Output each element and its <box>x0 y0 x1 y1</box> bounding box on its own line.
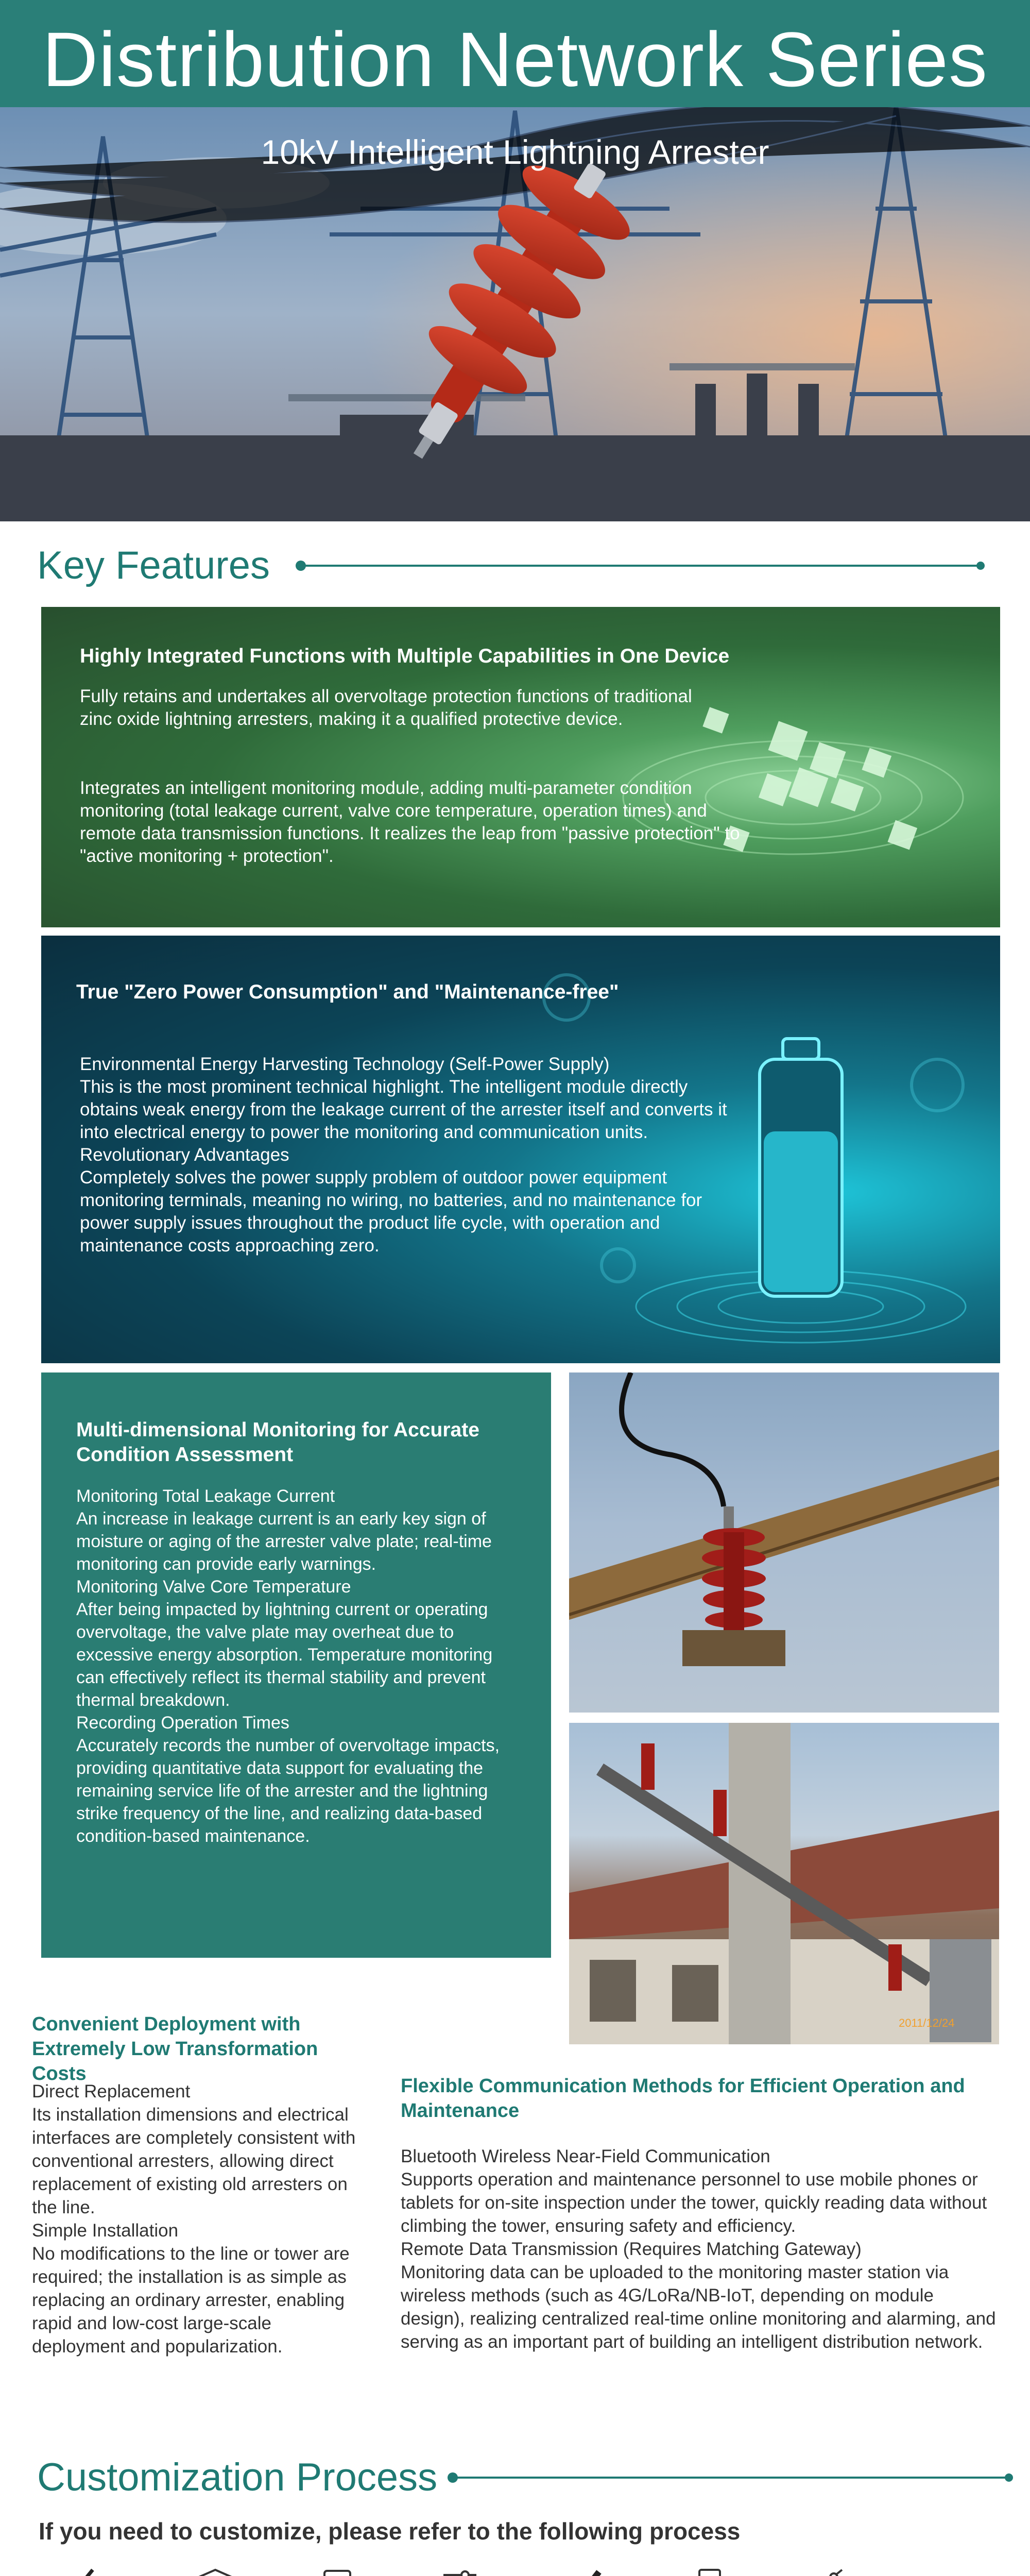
step-feedback <box>286 2566 389 2576</box>
deployment-title: Convenient Deployment with Extremely Low Transformation Costs <box>32 2013 318 2084</box>
communication-title: Flexible Communication Methods for Efficient Operation and Maintenance <box>401 2075 965 2122</box>
pen-list-icon <box>72 2566 113 2576</box>
robot-arm-icon <box>806 2566 847 2576</box>
feature-panel-zero-power <box>41 936 1000 1363</box>
step-shipment <box>899 2566 1002 2576</box>
feature-panel-integrated <box>41 607 1000 927</box>
step-adjustment <box>408 2566 511 2576</box>
key-features-heading <box>37 543 981 588</box>
step-production <box>775 2566 878 2576</box>
panel-paragraph: Integrates an intelligent monitoring module, adding multi-parameter condition monitoring (total leakage current, valve core temperature, operation times) and remote data transmission functions. It realizes the leap from "passive protection" to "active monitoring + protection". <box>80 778 740 866</box>
step-confirmation <box>531 2566 634 2576</box>
feature-panel-monitoring <box>41 1372 551 1958</box>
checkmark-icon <box>562 2566 603 2576</box>
clipboard-icon <box>317 2566 358 2576</box>
truck-icon <box>927 2566 973 2576</box>
photo-timestamp: 2011/12/24 <box>899 2016 955 2029</box>
payment-icon <box>684 2566 725 2576</box>
panel-title: Highly Integrated Functions with Multiple Capabilities in One Device <box>80 645 730 667</box>
key-features-title: Key Features <box>37 544 270 587</box>
page-title: Distribution Network Series <box>42 16 988 103</box>
panel-paragraph: Environmental Energy Harvesting Technology (Self-Power Supply) This is the most prominent technical highlight. The intelligent module directly obtains weak energy from the leakage current of the arrester itself and converts it into electrical energy to power the monitoring and communication units. Revolutionary Advantages Completely solves the power supply problem of outdoor power equipment monitoring terminals, meaning no wiring, no batteries, and no maintenance for power supply issues throughout the product life cycle, with operation and maintenance costs approaching zero. <box>80 1054 727 1256</box>
step-sample <box>164 2566 267 2576</box>
customization-title: Customization Process <box>37 2455 438 2499</box>
heading-divider <box>301 565 981 567</box>
page-subtitle: 10kV Intelligent Lightning Arrester <box>261 133 769 171</box>
communication-body: Bluetooth Wireless Near-Field Communication Supports operation and maintenance personnel to use mobile phones or tablets for on-site inspection under the tower, quickly reading data without climbing the tower, ensuring safety and efficiency. Remote Data Transmission (Requires Matching Gateway) Monitoring data can be uploaded to the monitoring master station via wireless methods (such as 4G/LoRa/NB-IoT, depending on module design), realizing centralized real-time online monitoring and alarming, and serving as an important part of building an intelligent distribution network. <box>401 2146 996 2352</box>
sliders-icon <box>439 2566 480 2576</box>
arrester-photo-closeup <box>569 1372 999 1713</box>
process-steps <box>0 2566 1030 2576</box>
panel-title: Multi-dimensional Monitoring for Accurate Condition Assessment <box>76 1419 479 1466</box>
deployment-body: Direct Replacement Its installation dimensions and electrical interfaces are completely consistent with conventional arresters, allowing direct replacement of existing old arresters on the line. Simple Installation No modifications to the line or tower are required; the installation is as simple as replacing an ordinary arrester, enabling rapid and low-cost large-scale deployment and popularization. <box>32 2081 356 2357</box>
step-requirements <box>41 2566 144 2576</box>
step-payment <box>653 2566 756 2576</box>
panel-paragraph: Fully retains and undertakes all overvoltage protection functions of traditional zinc oxide lightning arresters, making it a qualified protective device. <box>80 686 692 729</box>
hero-banner <box>0 0 1030 521</box>
customization-subtitle: If you need to customize, please refer to the following process <box>39 2518 741 2545</box>
panel-paragraph: Monitoring Total Leakage Current An increase in leakage current is an early key sign of moisture or aging of the arrester valve plate; real-time monitoring can provide early warnings. Monitoring Valve Core Temperature After being impacted by lightning current or operating overvoltage, the valve plate may overheat due to excessive energy absorption. Temperature monitoring can effectively reflect its thermal stability and prevent thermal breakdown. Recording Operation Times Accurately records the number of overvoltage impacts, providing quantitative data support for evaluating the remaining service life of the arrester and the lightning strike frequency of the line, and realizing data-based condition-based maintenance. <box>76 1486 500 1846</box>
box-icon <box>195 2566 236 2576</box>
heading-divider <box>453 2477 1009 2479</box>
panel-title: True "Zero Power Consumption" and "Maintenance-free" <box>76 981 619 1003</box>
customization-heading <box>37 2455 1009 2500</box>
arrester-photo-pole <box>569 1723 999 2044</box>
